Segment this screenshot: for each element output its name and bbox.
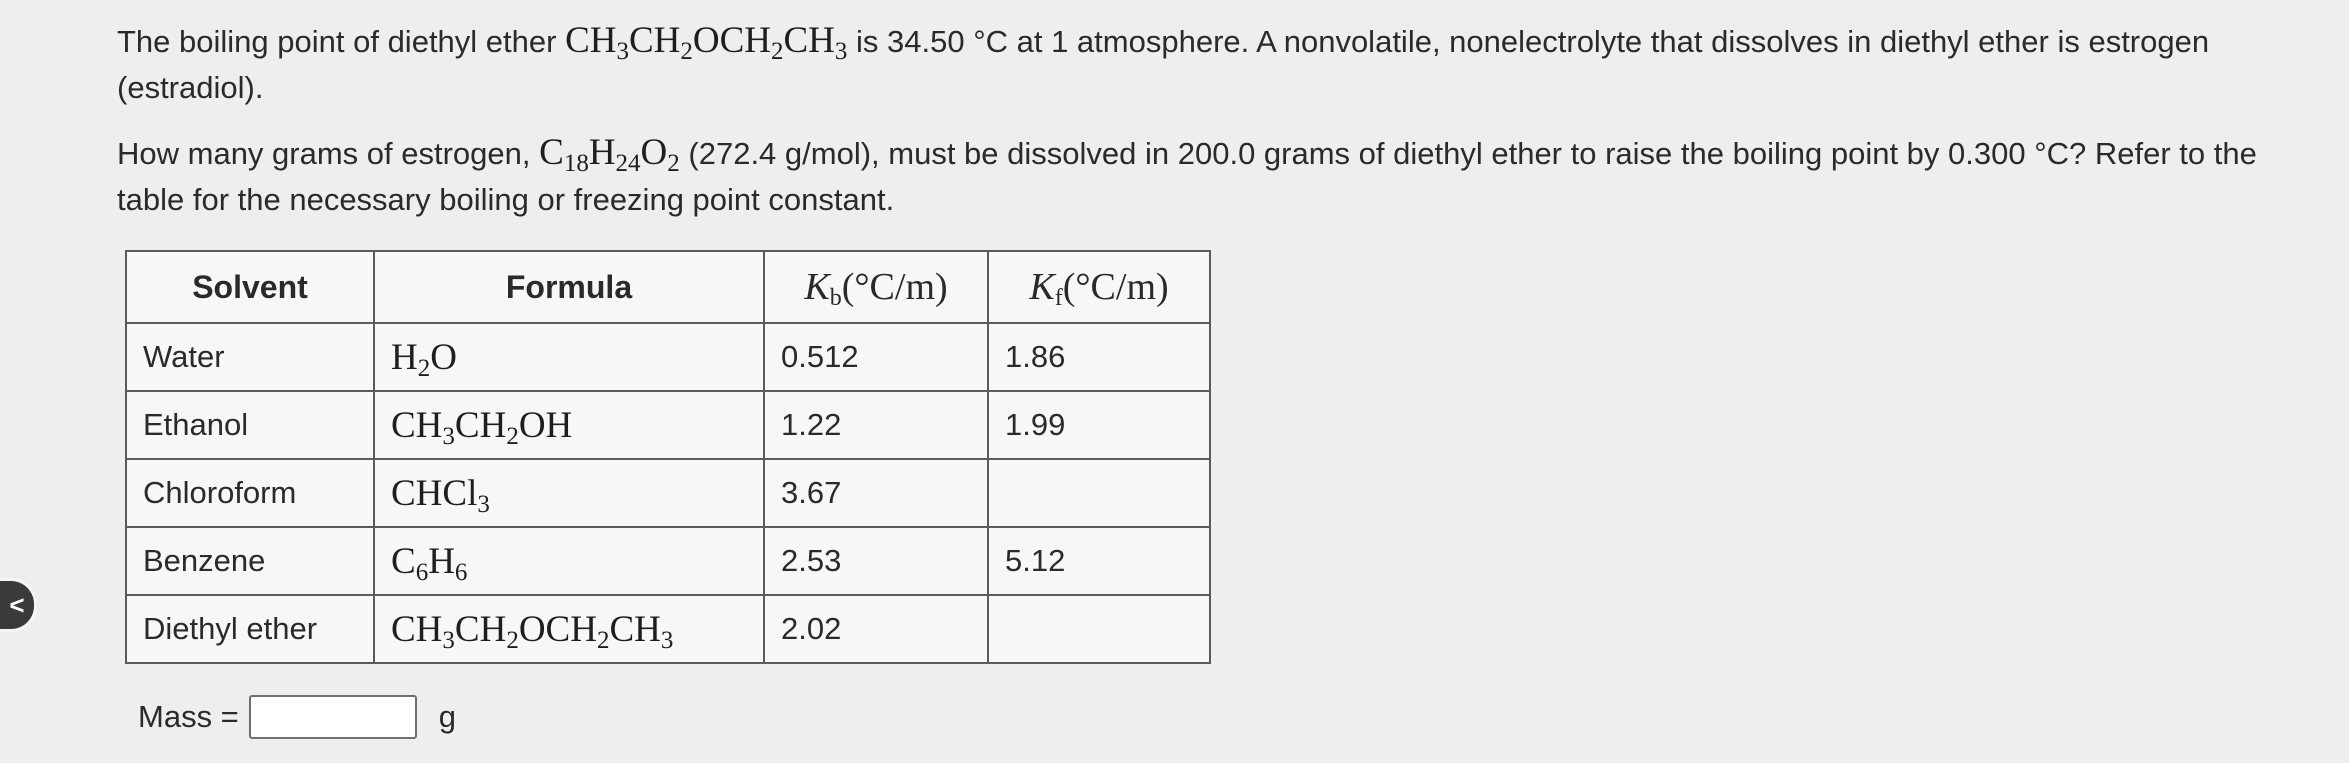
cell-formula: $H_2O$ [374, 323, 764, 391]
chevron-left-icon: < [9, 589, 25, 620]
answer-row [138, 695, 456, 739]
cell-formula: $CH_3CH_2OH$ [374, 391, 764, 459]
collapse-panel-button[interactable] [0, 578, 37, 632]
table-header-row [126, 251, 1210, 323]
header-kf: $K_f(^\circ C/m)$ [988, 251, 1210, 323]
question-paragraph-1 [117, 18, 2297, 111]
question-text: (272.4 g/mol), must be dissolved in 200.0 grams of diethyl ether to raise the boiling point by 0.300 °C? Refer to the table for the necessary boiling or freezing point constant. [117, 136, 2257, 217]
cell-solvent: Chloroform [126, 459, 374, 527]
table-row [126, 459, 1210, 527]
cell-kb: 1.22 [764, 391, 988, 459]
header-formula: Formula [374, 251, 764, 323]
cell-solvent: Diethyl ether [126, 595, 374, 663]
question-text: How many grams of estrogen, [117, 136, 540, 171]
question-paragraph-2 [117, 130, 2297, 223]
formula-estrogen: $C_{18}H_{24}O_2$ [539, 132, 680, 177]
cell-formula: $C_6H_6$ [374, 527, 764, 595]
mass-input[interactable] [249, 695, 417, 739]
cell-kf: 1.86 [988, 323, 1210, 391]
cell-formula: CHCl$_3$ [374, 459, 764, 527]
cell-kb: 2.02 [764, 595, 988, 663]
cell-solvent: Water [126, 323, 374, 391]
cell-solvent: Benzene [126, 527, 374, 595]
table-row [126, 527, 1210, 595]
cell-formula: $CH_3CH_2OCH_2CH_3$ [374, 595, 764, 663]
cell-kf: 1.99 [988, 391, 1210, 459]
table-row [126, 391, 1210, 459]
question-text: The boiling point of diethyl ether [117, 24, 566, 59]
mass-label: Mass = [138, 699, 239, 734]
table-row [126, 323, 1210, 391]
formula-diethyl-ether: $CH_3CH_2OCH_2CH_3$ [565, 20, 848, 65]
cell-kb: 3.67 [764, 459, 988, 527]
cell-kf: 5.12 [988, 527, 1210, 595]
cell-kf [988, 595, 1210, 663]
cell-solvent: Ethanol [126, 391, 374, 459]
cell-kb: 2.53 [764, 527, 988, 595]
constants-table [125, 250, 1211, 664]
cell-kf [988, 459, 1210, 527]
question-text: is 34.50 °C at 1 atmosphere. A nonvolatile, nonelectrolyte that dissolves in diethyl ether is estrogen (estradiol). [117, 24, 2210, 105]
cell-kb: 0.512 [764, 323, 988, 391]
header-kb: $K_b(^\circ C/m)$ [764, 251, 988, 323]
mass-unit: g [438, 699, 457, 734]
header-solvent: Solvent [126, 251, 374, 323]
table-row [126, 595, 1210, 663]
